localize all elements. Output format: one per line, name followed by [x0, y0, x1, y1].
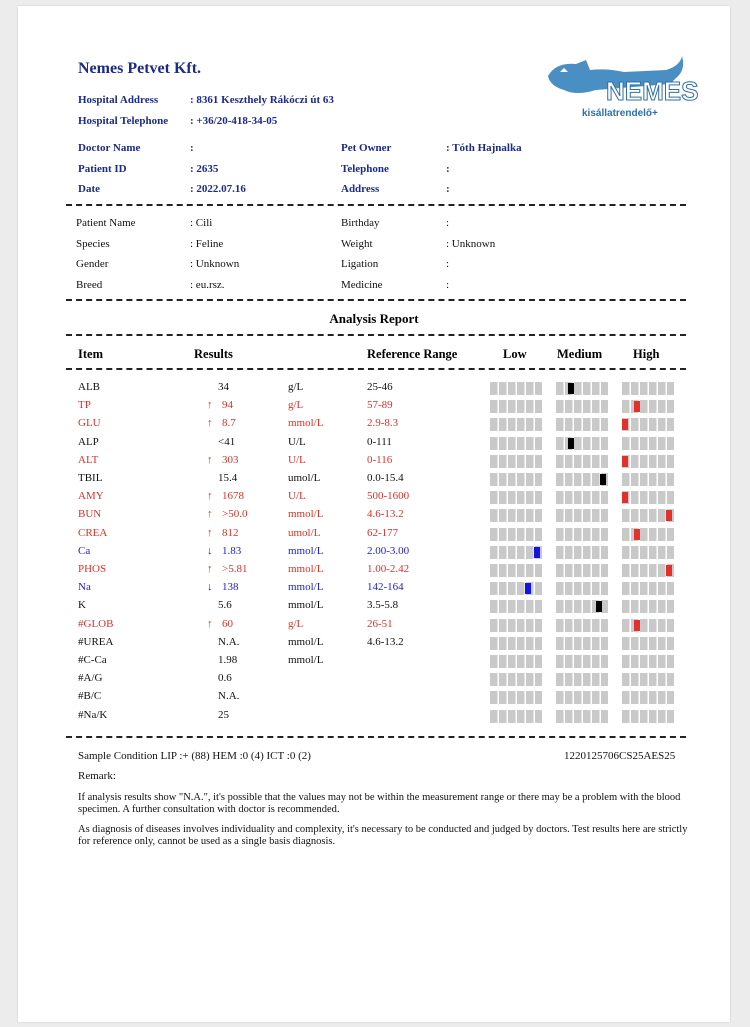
row-result: 1.83	[222, 544, 242, 557]
level-marker	[634, 529, 640, 540]
row-result: 1.98	[218, 654, 238, 666]
level-bar-medium	[556, 491, 608, 504]
result-arrow-icon: ↑	[207, 508, 213, 521]
level-bar-medium	[556, 564, 608, 577]
row-unit: umol/L	[288, 472, 321, 484]
note-na: If analysis results show "N.A.", it's possible that the values may not be within the measurement range or there may be a problem with the blood specimen. A further consultation with doctor is recommended.	[78, 792, 681, 815]
row-range: 0.0-15.4	[367, 472, 404, 484]
level-bar-medium	[556, 528, 608, 541]
level-bar-medium	[556, 437, 608, 450]
level-bar-high	[622, 382, 674, 395]
level-bar-medium	[556, 600, 608, 613]
row-unit: g/L	[288, 399, 304, 412]
row-result: 25	[218, 708, 229, 721]
level-marker	[634, 620, 640, 631]
doctor-label: Doctor Name	[78, 142, 141, 154]
row-item: K	[78, 599, 86, 612]
level-bar-low	[490, 673, 542, 686]
row-result: 94	[222, 399, 233, 412]
row-result: 15.4	[218, 472, 238, 484]
row-unit: g/L	[288, 617, 304, 630]
level-marker	[634, 401, 640, 412]
report-title: Analysis Report	[329, 311, 419, 326]
note-diagnosis: As diagnosis of diseases involves individuality and complexity, it's necessary to be conducted and judged by doctors. Test results here are strictly for reference only, cannot be used as a single basis diagnosis.	[78, 824, 688, 847]
row-item: ALB	[78, 381, 100, 393]
hospital-address-label: Hospital Address	[78, 94, 159, 106]
level-bar-high	[622, 437, 674, 450]
level-bar-medium	[556, 582, 608, 595]
row-item: TP	[78, 399, 91, 412]
level-bar-medium	[556, 637, 608, 650]
row-item: #A/G	[78, 672, 103, 685]
level-bar-high	[622, 655, 674, 668]
row-item: #C-Ca	[78, 654, 107, 666]
level-bar-low	[490, 619, 542, 632]
row-unit: mmol/L	[288, 544, 324, 557]
patient-name-label: Patient Name	[76, 217, 136, 229]
level-bar-high	[622, 509, 674, 522]
level-marker	[600, 474, 606, 485]
row-range: 4.6-13.2	[367, 635, 404, 648]
level-bar-high	[622, 691, 674, 704]
level-marker	[622, 456, 628, 467]
remark-label: Remark:	[78, 770, 116, 782]
row-unit: U/L	[288, 490, 306, 503]
result-arrow-icon: ↓	[207, 581, 213, 594]
level-bar-medium	[556, 691, 608, 704]
level-bar-medium	[556, 418, 608, 431]
cat-logo-icon	[546, 56, 699, 126]
owner-label: Pet Owner	[341, 142, 392, 154]
row-result: 303	[222, 453, 239, 466]
row-range: 62-177	[367, 526, 399, 539]
level-marker	[622, 419, 628, 430]
level-bar-medium	[556, 382, 608, 395]
level-bar-medium	[556, 710, 608, 723]
hospital-telephone-label: Hospital Telephone	[78, 115, 169, 127]
row-item: Ca	[78, 544, 91, 557]
row-range: 1.00-2.42	[367, 563, 410, 575]
level-marker	[622, 492, 628, 503]
owner-value: : Tóth Hajnalka	[446, 142, 522, 154]
row-range: 0-116	[367, 453, 393, 466]
row-item: ALT	[78, 453, 99, 466]
level-bar-low	[490, 509, 542, 522]
result-arrow-icon: ↑	[207, 526, 213, 539]
row-result: 60	[222, 617, 233, 630]
divider	[66, 368, 686, 370]
level-bar-low	[490, 437, 542, 450]
divider	[66, 299, 686, 301]
hospital-name: Nemes Petvet Kft.	[78, 60, 202, 77]
result-arrow-icon: ↑	[207, 563, 213, 575]
gender-value: : Unknown	[190, 258, 240, 270]
level-bar-high	[622, 619, 674, 632]
level-bar-medium	[556, 473, 608, 486]
owner-telephone-label: Telephone	[341, 163, 389, 175]
ligation-value: :	[446, 258, 450, 270]
level-marker	[666, 565, 672, 576]
result-arrow-icon: ↑	[207, 399, 213, 412]
level-bar-low	[490, 491, 542, 504]
level-bar-high	[622, 491, 674, 504]
row-range: 26-51	[367, 617, 393, 630]
result-arrow-icon: ↑	[207, 617, 213, 630]
col-header-reference: Reference Range	[367, 347, 458, 361]
row-result: <41	[218, 435, 236, 448]
row-range: 0-111	[367, 435, 392, 448]
divider	[66, 334, 686, 336]
result-arrow-icon: ↑	[207, 490, 213, 503]
owner-telephone-value: :	[446, 163, 450, 175]
level-bar-low	[490, 637, 542, 650]
level-marker	[596, 601, 602, 612]
col-header-item: Item	[78, 347, 103, 361]
patient-id-value: : 2635	[190, 163, 219, 175]
row-range: 3.5-5.8	[367, 599, 399, 612]
level-bar-high	[622, 400, 674, 413]
row-result: >50.0	[222, 508, 248, 521]
row-result: 5.6	[218, 599, 232, 612]
weight-value: : Unknown	[446, 238, 496, 250]
ligation-label: Ligation	[341, 258, 379, 270]
level-bar-low	[490, 528, 542, 541]
level-bar-low	[490, 473, 542, 486]
level-bar-low	[490, 564, 542, 577]
doctor-value: :	[190, 142, 194, 154]
level-bar-low	[490, 546, 542, 559]
breed-label: Breed	[76, 279, 103, 291]
medicine-label: Medicine	[341, 279, 383, 291]
level-marker	[568, 438, 574, 449]
row-unit: mmol/L	[288, 581, 324, 594]
level-bar-low	[490, 655, 542, 668]
divider	[66, 736, 686, 738]
birthday-value: :	[446, 217, 450, 229]
row-item: Na	[78, 581, 91, 594]
level-bar-medium	[556, 546, 608, 559]
hospital-telephone: : +36/20-418-34-05	[190, 115, 278, 127]
row-unit: g/L	[288, 381, 304, 393]
row-item: #GLOB	[78, 617, 114, 630]
level-bar-high	[622, 418, 674, 431]
level-bar-low	[490, 418, 542, 431]
result-arrow-icon: ↑	[207, 453, 213, 466]
level-bar-high	[622, 546, 674, 559]
species-value: : Feline	[190, 238, 224, 250]
row-unit: mmol/L	[288, 417, 324, 430]
level-bar-medium	[556, 673, 608, 686]
level-bar-medium	[556, 619, 608, 632]
level-bar-low	[490, 382, 542, 395]
row-item: BUN	[78, 508, 102, 521]
owner-address-label: Address	[341, 183, 380, 195]
row-result: 138	[222, 581, 239, 594]
level-marker	[534, 547, 540, 558]
row-range: 57-89	[367, 399, 393, 412]
species-label: Species	[76, 238, 110, 250]
birthday-label: Birthday	[341, 217, 380, 229]
row-range: 4.6-13.2	[367, 508, 404, 521]
level-bar-high	[622, 600, 674, 613]
row-result: 34	[218, 381, 229, 393]
col-header-high: High	[633, 347, 660, 361]
row-range: 2.00-3.00	[367, 544, 410, 557]
level-bar-low	[490, 600, 542, 613]
result-arrow-icon: ↓	[207, 544, 213, 557]
row-result: >5.81	[222, 563, 248, 575]
medicine-value: :	[446, 279, 450, 291]
level-bar-high	[622, 455, 674, 468]
level-bar-high	[622, 473, 674, 486]
row-range: 2.9-8.3	[367, 417, 399, 430]
result-arrow-icon: ↑	[207, 417, 213, 430]
divider	[66, 204, 686, 206]
row-unit: umol/L	[288, 526, 321, 539]
row-range: 25-46	[367, 381, 393, 393]
row-result: 812	[222, 526, 239, 539]
row-result: 1678	[222, 490, 244, 503]
row-unit: mmol/L	[288, 508, 324, 521]
level-bar-high	[622, 637, 674, 650]
col-header-low: Low	[503, 347, 527, 361]
logo-wordmark: NEMES	[606, 76, 699, 106]
level-marker	[666, 510, 672, 521]
row-item: #UREA	[78, 635, 114, 648]
row-result: 8.7	[222, 417, 236, 430]
row-unit: mmol/L	[288, 563, 324, 575]
level-marker	[525, 583, 531, 594]
logo-subtext: kisállatrendelő+	[582, 108, 658, 119]
row-item: AMY	[78, 490, 104, 503]
level-bar-low	[490, 455, 542, 468]
level-bar-medium	[556, 400, 608, 413]
level-bar-medium	[556, 655, 608, 668]
level-marker	[568, 383, 574, 394]
level-bar-high	[622, 564, 674, 577]
row-unit: U/L	[288, 453, 306, 466]
row-range: 142-164	[367, 581, 404, 594]
breed-value: : eu.rsz.	[190, 279, 225, 291]
row-unit: mmol/L	[288, 635, 324, 648]
row-unit: mmol/L	[288, 654, 324, 666]
level-bar-low	[490, 691, 542, 704]
date-label: Date	[78, 183, 100, 195]
level-bar-high	[622, 528, 674, 541]
row-result: N.A.	[218, 635, 240, 648]
level-bar-low	[490, 400, 542, 413]
patient-name-value: : Cili	[190, 217, 213, 229]
row-item: #B/C	[78, 690, 102, 703]
level-bar-high	[622, 710, 674, 723]
level-bar-low	[490, 582, 542, 595]
gender-label: Gender	[76, 258, 109, 270]
row-item: PHOS	[78, 563, 107, 575]
row-unit: mmol/L	[288, 599, 324, 612]
nemes-logo	[546, 56, 699, 126]
owner-address-value: :	[446, 183, 450, 195]
level-bar-high	[622, 582, 674, 595]
level-bar-high	[622, 673, 674, 686]
row-item: ALP	[78, 435, 99, 448]
row-item: #Na/K	[78, 708, 108, 721]
col-header-medium: Medium	[557, 347, 603, 361]
weight-label: Weight	[341, 238, 373, 250]
row-item: GLU	[78, 417, 101, 430]
report-sheet	[18, 6, 730, 1022]
sample-condition: Sample Condition LIP :+ (88) HEM :0 (4) ICT :0 (2)	[78, 750, 311, 762]
serial-number: 1220125706CS25AES25	[564, 750, 676, 762]
hospital-address: : 8361 Keszthely Rákóczi út 63	[190, 94, 334, 106]
col-header-results: Results	[194, 347, 233, 361]
level-bar-medium	[556, 509, 608, 522]
row-result: 0.6	[218, 672, 232, 685]
row-item: TBIL	[78, 472, 103, 484]
date-value: : 2022.07.16	[190, 183, 246, 195]
row-unit: U/L	[288, 435, 306, 448]
level-bar-medium	[556, 455, 608, 468]
row-item: CREA	[78, 526, 108, 539]
patient-id-label: Patient ID	[78, 163, 127, 175]
level-bar-low	[490, 710, 542, 723]
row-result: N.A.	[218, 690, 240, 703]
row-range: 500-1600	[367, 490, 410, 503]
